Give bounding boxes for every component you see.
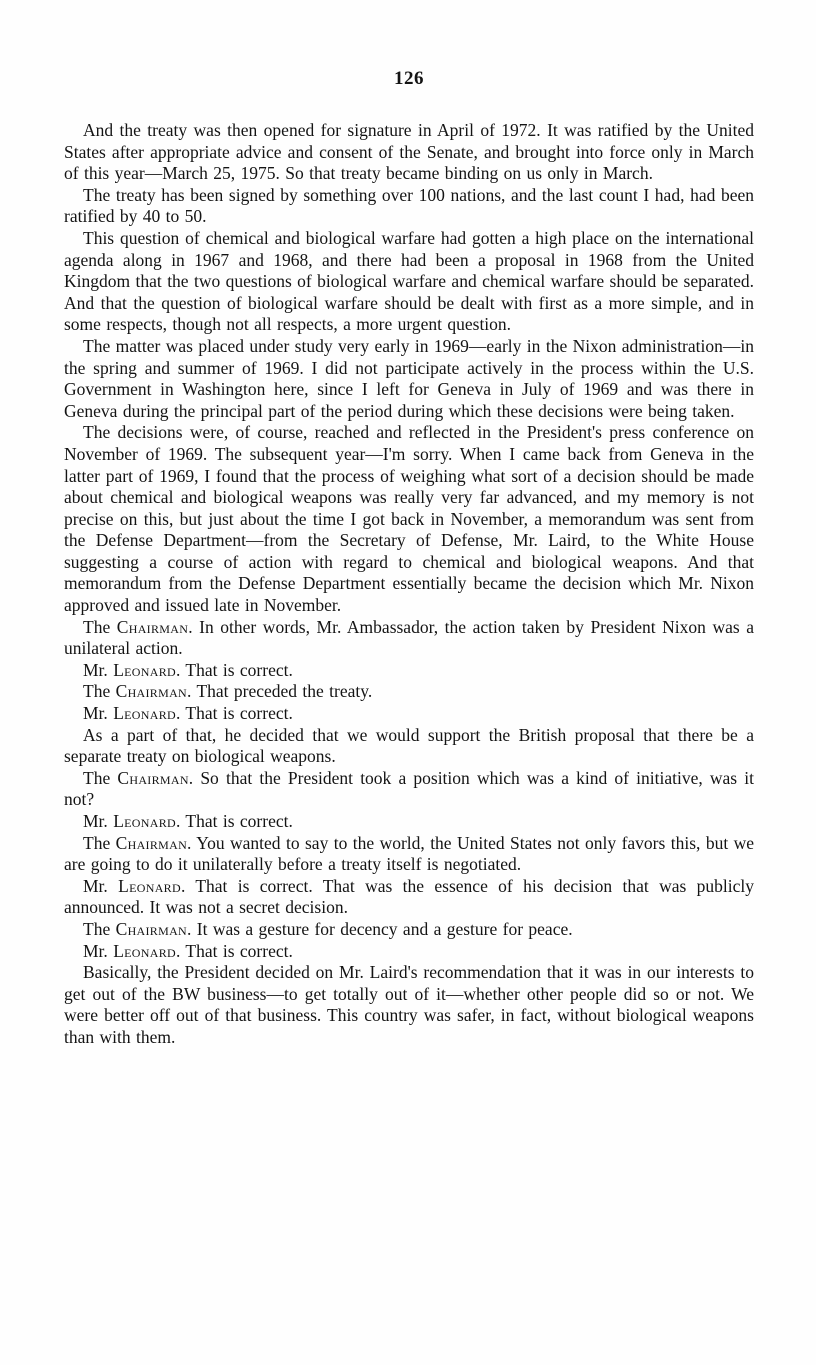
speaker-name: Mr. Leonard. (83, 703, 186, 724)
paragraph: The Chairman. It was a gesture for decency and a gesture for peace. (83, 918, 573, 939)
speaker-name: Mr. Leonard. (83, 659, 186, 680)
paragraph: This question of chemical and biological warfare had gotten a high place on the international agenda along in 1967 and 1968, and there had been a proposal in 1968 from the United Kingdom that the two questions of biological warfare and chemical warfare should be separated. And that the question of biological warfare should be dealt with first as a more simple, and in some respects, though not all respects, a more urgent question. (64, 227, 754, 335)
paragraph: The Chairman. That preceded the treaty. (83, 681, 373, 702)
speaker-name: The Chairman. (83, 832, 197, 853)
paragraph: Basically, the President decided on Mr. Laird's recommendation that it was in our interests to get out of the BW business—to get totally out of it—whether other people did so or not. We were better off out of that business. This country was safer, in fact, without biological weapons than with them. (64, 962, 754, 1047)
page-number: 126 (394, 68, 424, 89)
paragraph: Mr. Leonard. That is correct. That was the essence of his decision that was publicly announced. It was not a secret decision. (64, 875, 754, 918)
paragraph: Mr. Leonard. That is correct. (83, 811, 293, 831)
speaker-name: Mr. Leonard. (83, 940, 186, 961)
speaker-name: Mr. Leonard. (83, 811, 186, 831)
paragraph: The decisions were, of course, reached and reflected in the President's press conference on November of 1969. The subsequent year—I'm sorry. When I came back from Geneva in the latter part of 1969, I found that the process of weighing what sort of a decision should be made about chemical and biological weapons was really very far advanced, and my memory is not precise on this, but just about the time I got back in November, a memorandum was sent from the Defense Department—from the Secretary of Defense, Mr. Laird, to the White House suggesting a course of action with regard to chemical and biological weapons. And that memorandum from the Defense Department essentially became the decision which Mr. Nixon approved and issued late in November. (64, 422, 754, 616)
paragraph: Mr. Leonard. That is correct. (83, 940, 293, 961)
paragraph: Mr. Leonard. That is correct. (83, 659, 293, 680)
paragraph: The matter was placed under study very early in 1969—early in the Nixon administration—in the spring and summer of 1969. I did not participate actively in the process within the U.S. Government in Washington here, since I left for Geneva in July of 1969 and was there in Geneva during the principal part of the period during which these decisions were being taken. (64, 335, 754, 421)
paragraph: And the treaty was then opened for signature in April of 1972. It was ratified by the United States after appropriate advice and consent of the Senate, and brought into force only in March of this year—March 25, 1975. So that treaty became binding on us only in March. (64, 120, 754, 184)
transcript-text-block (64, 120, 754, 1049)
paragraph: Mr. Leonard. That is correct. (83, 703, 293, 724)
paragraph: The Chairman. In other words, Mr. Ambassador, the action taken by President Nixon was a unilateral action. (64, 616, 755, 659)
paragraph: The treaty has been signed by something over 100 nations, and the last count I had, had been ratified by 40 to 50. (64, 184, 754, 227)
paragraph: As a part of that, he decided that we would support the British proposal that there be a separate treaty on biological weapons. (64, 724, 754, 767)
speaker-name: The Chairman. (83, 616, 200, 637)
paragraph: The Chairman. So that the President took a position which was a kind of initiative, was it not? (64, 767, 754, 810)
speaker-name: The Chairman. (83, 681, 197, 702)
speaker-name: The Chairman. (83, 918, 197, 939)
speaker-name: Mr. Leonard. (83, 875, 196, 896)
speaker-name: The Chairman. (83, 767, 201, 788)
paragraph: The Chairman. You wanted to say to the world, the United States not only favors this, but we are going to do it unilaterally before a treaty itself is negotiated. (64, 832, 755, 875)
